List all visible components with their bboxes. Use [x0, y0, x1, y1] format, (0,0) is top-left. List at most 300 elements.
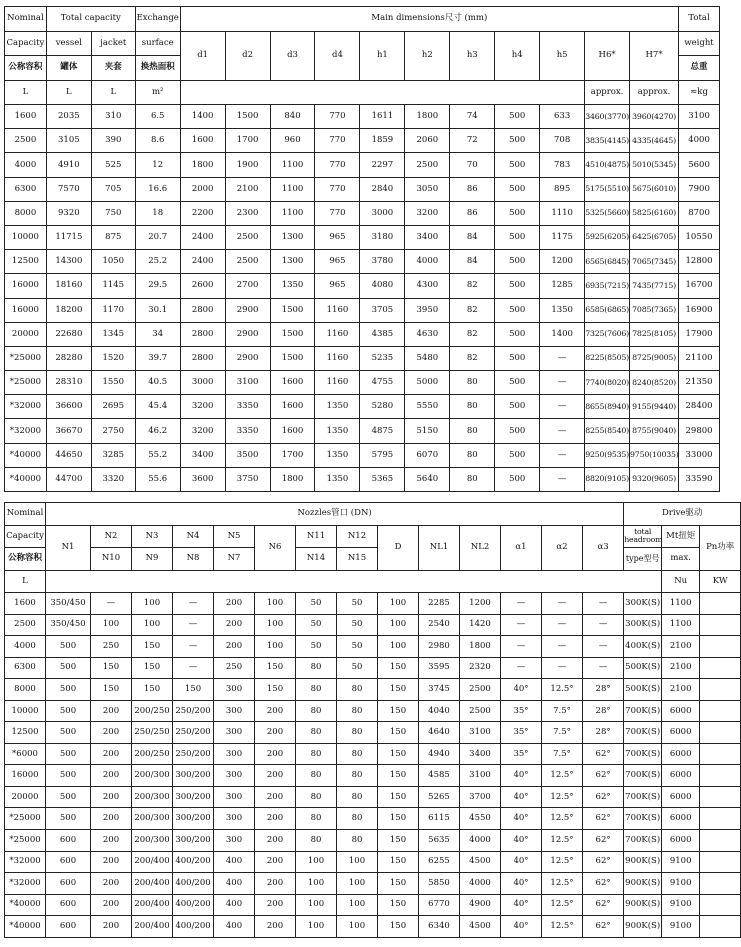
t1-cell: 1800: [180, 153, 225, 177]
t2-cell: *25000: [5, 808, 46, 830]
t2-cell: 150: [378, 873, 419, 895]
t2-cell: 4585: [419, 765, 460, 787]
t2-cell: 200: [91, 873, 132, 895]
t2-cell: 6000: [662, 700, 700, 722]
t1-cell: 44650: [46, 443, 91, 467]
t2-cell: 80: [296, 743, 337, 765]
t1-cell: 5235: [360, 346, 405, 370]
t2-cell: 28°: [583, 700, 624, 722]
t1-cell: 6.5: [135, 105, 180, 129]
t2-cell: 2500: [460, 679, 501, 701]
t2-cell: 700K(S): [624, 808, 662, 830]
t1-cell: 8725(9005): [630, 346, 679, 370]
t1-cell: 6425(6705): [630, 225, 679, 249]
table-row: [5, 830, 741, 852]
t2-cell: 200: [255, 916, 296, 938]
t2-cell: *32000: [5, 851, 46, 873]
t2-cell: 600: [46, 873, 91, 895]
t1-cell: 28310: [46, 371, 91, 395]
t2-cell: 5265: [419, 786, 460, 808]
t2-cell: 4940: [419, 743, 460, 765]
t1-col-h2: h2: [405, 31, 450, 80]
t2-cell: 150: [132, 679, 173, 701]
t2-cell: 250/200: [173, 743, 214, 765]
t2-empty-cell: [700, 894, 741, 916]
t2-cell: 200/250: [132, 743, 173, 765]
table-row: [5, 346, 720, 370]
t1-cell: 22680: [46, 322, 91, 346]
t2-cell: 6000: [662, 808, 700, 830]
t1-cell: 5795: [360, 443, 405, 467]
t2-cell: 600: [46, 916, 91, 938]
t1-cell: 2000: [180, 177, 225, 201]
t1-cell: 3350: [225, 419, 270, 443]
t1-cell: 1160: [315, 298, 360, 322]
t2-cell: 300: [214, 830, 255, 852]
t2-cell: 100: [337, 873, 378, 895]
t2-cell: 350/450: [46, 593, 91, 615]
t1-cell: 80: [450, 395, 495, 419]
t2-cell: 200: [255, 830, 296, 852]
t2-cell: 12500: [5, 722, 46, 744]
t2-cell: 1600: [5, 593, 46, 615]
t2-cell: 6770: [419, 894, 460, 916]
t1-cell: 8700: [679, 201, 720, 225]
t2-cell: 1100: [662, 614, 700, 636]
t1-cell: 500: [495, 443, 540, 467]
t1-col-h7: H7*: [630, 31, 679, 80]
t1-cell: 2500: [405, 153, 450, 177]
t1-cell: 9320(9605): [630, 467, 679, 491]
t1-cell: 1800: [270, 467, 315, 491]
t2-col-n3: N3: [132, 525, 173, 548]
t2-cell: 6000: [662, 830, 700, 852]
t2-cell: 300: [214, 808, 255, 830]
t1-cell: 1200: [540, 250, 585, 274]
t1-cell: 20000: [5, 322, 47, 346]
t1-cell: 1500: [270, 322, 315, 346]
t2-cell: 62°: [583, 743, 624, 765]
t2-cell: 150: [378, 851, 419, 873]
t2-cell: 500: [46, 786, 91, 808]
t2-cell: 200: [255, 700, 296, 722]
t2-cell: 40°: [501, 894, 542, 916]
t1-cell: 2800: [180, 298, 225, 322]
t2-cell: 200/400: [132, 916, 173, 938]
t1-cell: 1600: [180, 129, 225, 153]
t2-cell: 300K(S): [624, 614, 662, 636]
t1-cell: 500: [495, 322, 540, 346]
t1-cell: 500: [495, 105, 540, 129]
t2-cell: 62°: [583, 765, 624, 787]
t1-cell: 18: [135, 201, 180, 225]
table-row: [5, 894, 741, 916]
t2-cell: 200/300: [132, 786, 173, 808]
t2-cell: 62°: [583, 808, 624, 830]
t1-nominal-header: Nominal: [5, 7, 47, 32]
t1-cell: 1345: [91, 322, 135, 346]
t2-nozzles-header: Nozzles管口 (DN): [46, 503, 624, 526]
t2-cell: 200/250: [132, 700, 173, 722]
t2-cell: 300: [214, 786, 255, 808]
t1-cell: 770: [315, 105, 360, 129]
t1-cell: 7900: [679, 177, 720, 201]
t1-cell: 2500: [225, 250, 270, 274]
t2-col-a1: α1: [501, 525, 542, 570]
t1-cell: 1160: [315, 371, 360, 395]
t2-col-n15: N15: [337, 548, 378, 571]
t2-empty-cell: [700, 873, 741, 895]
t1-col-d4: d4: [315, 31, 360, 80]
t2-cell: 1100: [662, 593, 700, 615]
t2-cell: 100: [296, 873, 337, 895]
t1-cell: 7740(8020): [585, 371, 630, 395]
t1-cell: 1160: [315, 322, 360, 346]
t1-cell: 10550: [679, 225, 720, 249]
t2-cell: 400K(S): [624, 636, 662, 658]
t1-cell: 3350: [225, 395, 270, 419]
t1-cell: 70: [450, 153, 495, 177]
t1-cell: *32000: [5, 419, 47, 443]
t1-cell: 5280: [360, 395, 405, 419]
t2-empty-cell: [700, 830, 741, 852]
t2-unit-kw: KW: [700, 570, 741, 593]
t2-cell: 150: [378, 765, 419, 787]
t2-cell: 4550: [460, 808, 501, 830]
t1-cell: 1170: [91, 298, 135, 322]
t1-cell: 8820(9105): [585, 467, 630, 491]
t1-cell: 3000: [360, 201, 405, 225]
t2-cell: —: [173, 593, 214, 615]
t1-cell: 4510(4875): [585, 153, 630, 177]
t1-cell: 20.7: [135, 225, 180, 249]
t2-cell: 6000: [662, 722, 700, 744]
t1-cell: 1400: [540, 322, 585, 346]
t2-cell: 16000: [5, 765, 46, 787]
t1-cell: 310: [91, 105, 135, 129]
t1-cell: 2060: [405, 129, 450, 153]
t2-col-n9: N9: [132, 548, 173, 571]
t1-cell: 1350: [540, 298, 585, 322]
t1-unit-m2: m²: [135, 80, 180, 105]
t1-cell: 500: [495, 346, 540, 370]
t1-cell: 2500: [225, 225, 270, 249]
t2-cell: 500: [46, 679, 91, 701]
t2-cell: 200: [255, 808, 296, 830]
t1-cell: 55.2: [135, 443, 180, 467]
t2-cell: 80: [337, 830, 378, 852]
t2-cell: 12.5°: [542, 765, 583, 787]
t2-cell: 6340: [419, 916, 460, 938]
t2-cell: 50: [296, 614, 337, 636]
t2-cell: 12.5°: [542, 830, 583, 852]
t1-cell: 500: [495, 371, 540, 395]
t2-cell: 200/400: [132, 873, 173, 895]
t2-cell: 40°: [501, 679, 542, 701]
t1-cell: —: [540, 346, 585, 370]
t1-cell: 875: [91, 225, 135, 249]
t1-cell: 1700: [225, 129, 270, 153]
t1-cell: 4080: [360, 274, 405, 298]
table-row: [5, 153, 720, 177]
t1-cell: 5825(6160): [630, 201, 679, 225]
t2-cell: —: [501, 593, 542, 615]
t1-cell: 1160: [315, 346, 360, 370]
t1-cell: 29800: [679, 419, 720, 443]
t1-cell: 4875: [360, 419, 405, 443]
t2-cell: 500: [46, 808, 91, 830]
t1-cell: 1800: [405, 105, 450, 129]
t1-cell: 708: [540, 129, 585, 153]
t2-empty-cell: [700, 700, 741, 722]
t1-cell: 82: [450, 346, 495, 370]
table-row: [5, 657, 741, 679]
t1-cell: 6070: [405, 443, 450, 467]
t2-cell: 3100: [460, 765, 501, 787]
t2-cell: 700K(S): [624, 722, 662, 744]
t1-cell: 7085(7365): [630, 298, 679, 322]
nozzles-drive-table: [4, 502, 741, 938]
t1-cell: 36600: [46, 395, 91, 419]
t2-col-n7: N7: [214, 548, 255, 571]
t1-cell: 6585(6865): [585, 298, 630, 322]
t1-cell: 500: [495, 129, 540, 153]
t2-cell: —: [542, 657, 583, 679]
t2-empty-cell: [700, 657, 741, 679]
t2-cell: 250/200: [173, 722, 214, 744]
t2-cell: 200: [214, 614, 255, 636]
t1-cell: 9320: [46, 201, 91, 225]
t1-cell: 2900: [225, 322, 270, 346]
table-row: [5, 250, 720, 274]
t2-cell: 100: [296, 916, 337, 938]
t2-cell: 80: [296, 722, 337, 744]
t2-cell: 500: [46, 636, 91, 658]
t1-cell: *25000: [5, 346, 47, 370]
t1-cell: 55.6: [135, 467, 180, 491]
t2-cell: 200: [91, 851, 132, 873]
t1-surface-header: surface: [135, 31, 180, 56]
t2-cell: 150: [378, 657, 419, 679]
t1-cell: 4000: [405, 250, 450, 274]
t2-cell: —: [501, 614, 542, 636]
t2-cell: 80: [337, 743, 378, 765]
table-row: [5, 786, 741, 808]
t1-cell: 5365: [360, 467, 405, 491]
t1-nominal-cn: 公称容积: [5, 56, 47, 81]
t1-cell: 2297: [360, 153, 405, 177]
t2-cell: 400/200: [173, 851, 214, 873]
t1-cell: 18200: [46, 298, 91, 322]
t1-cell: 72: [450, 129, 495, 153]
t2-cell: —: [173, 657, 214, 679]
t2-cell: 150: [255, 679, 296, 701]
t1-cell: 2200: [180, 201, 225, 225]
t2-cell: 400: [214, 916, 255, 938]
t2-cell: 12.5°: [542, 894, 583, 916]
t1-cell: 390: [91, 129, 135, 153]
t1-cell: 840: [270, 105, 315, 129]
t2-cell: 50: [337, 636, 378, 658]
t2-cell: —: [501, 636, 542, 658]
t2-cell: *40000: [5, 916, 46, 938]
t2-cell: 4000: [460, 873, 501, 895]
t2-cell: 400: [214, 873, 255, 895]
t2-cell: 300: [214, 700, 255, 722]
t2-cell: 100: [378, 593, 419, 615]
t1-cell: 12800: [679, 250, 720, 274]
t2-cell: 200: [91, 830, 132, 852]
t2-cell: 400/200: [173, 894, 214, 916]
t1-cell: *32000: [5, 395, 47, 419]
t2-cell: 200: [255, 743, 296, 765]
t1-cell: 500: [495, 250, 540, 274]
t2-cell: 62°: [583, 916, 624, 938]
t1-cell: 6300: [5, 177, 47, 201]
t2-cell: 1420: [460, 614, 501, 636]
table-row: [5, 371, 720, 395]
t1-cell: 3600: [180, 467, 225, 491]
t1-cell: 2800: [180, 346, 225, 370]
t1-cell: 86: [450, 177, 495, 201]
t1-cell: 4910: [46, 153, 91, 177]
t2-empty-cell: [700, 614, 741, 636]
t1-cell: 1300: [270, 225, 315, 249]
t2-cell: 7.5°: [542, 722, 583, 744]
table-row: [5, 105, 720, 129]
t1-cell: 16.6: [135, 177, 180, 201]
t1-cell: 40.5: [135, 371, 180, 395]
t1-cell: 28400: [679, 395, 720, 419]
t2-cell: 80: [337, 679, 378, 701]
t1-cell: —: [540, 371, 585, 395]
t1-cell: 33590: [679, 467, 720, 491]
table-row: [5, 614, 741, 636]
t1-cell: 2700: [225, 274, 270, 298]
t1-cell: 1300: [270, 250, 315, 274]
t2-cell: 300/200: [173, 786, 214, 808]
t2-cell: 50: [337, 614, 378, 636]
t1-cell: 525: [91, 153, 135, 177]
t1-cell: 3960(4270): [630, 105, 679, 129]
t2-cell: 7.5°: [542, 743, 583, 765]
t1-cell: 9155(9440): [630, 395, 679, 419]
t2-cell: —: [583, 593, 624, 615]
t1-cell: 1600: [5, 105, 47, 129]
t2-cell: 35°: [501, 722, 542, 744]
t2-cell: 200: [91, 808, 132, 830]
t2-cell: 200: [91, 786, 132, 808]
t1-cell: 5925(6205): [585, 225, 630, 249]
t1-cell: 4385: [360, 322, 405, 346]
t2-cell: 35°: [501, 743, 542, 765]
t2-cell: 80: [296, 786, 337, 808]
t1-cell: 770: [315, 201, 360, 225]
t2-cell: 62°: [583, 894, 624, 916]
t1-cell: 770: [315, 129, 360, 153]
t2-cell: 40°: [501, 765, 542, 787]
t1-cell: 34: [135, 322, 180, 346]
t1-weight-header: weight: [679, 31, 720, 56]
t1-col-h5: h5: [540, 31, 585, 80]
t2-cell: 12.5°: [542, 873, 583, 895]
t2-cell: 150: [132, 636, 173, 658]
t1-vessel-header: vessel: [46, 31, 91, 56]
t1-cell: 3320: [91, 467, 135, 491]
t1-cell: 2600: [180, 274, 225, 298]
t1-col-d2: d2: [225, 31, 270, 80]
t1-cell: 12500: [5, 250, 47, 274]
t2-cell: 250/250: [132, 722, 173, 744]
t2-col-n1: N1: [46, 525, 91, 570]
t2-col-n2: N2: [91, 525, 132, 548]
t1-cell: 3400: [180, 443, 225, 467]
t2-cell: —: [583, 636, 624, 658]
t2-cell: 80: [296, 679, 337, 701]
t1-cell: 1859: [360, 129, 405, 153]
t1-cell: 7825(8105): [630, 322, 679, 346]
t2-cell: 300: [214, 743, 255, 765]
t2-cell: 250: [91, 636, 132, 658]
t2-empty-cell: [700, 722, 741, 744]
t1-total-capacity-header: Total capacity: [46, 7, 135, 32]
t2-cell: 4500: [460, 851, 501, 873]
t1-cell: 80: [450, 467, 495, 491]
t1-cell: 6935(7215): [585, 274, 630, 298]
table-row: [5, 129, 720, 153]
t2-empty-cell: [700, 679, 741, 701]
t1-cell: 3460(3770): [585, 105, 630, 129]
t1-cell: 1145: [91, 274, 135, 298]
t1-header: [5, 7, 720, 105]
t1-cell: 3105: [46, 129, 91, 153]
t1-approx-h6: approx.: [585, 80, 630, 105]
t1-cell: —: [540, 443, 585, 467]
t2-cell: 2100: [662, 636, 700, 658]
t2-cell: 100: [255, 636, 296, 658]
t2-cell: 80: [337, 765, 378, 787]
t2-col-nl2: NL2: [460, 525, 501, 570]
t1-cell: 14300: [46, 250, 91, 274]
t2-cell: 200: [91, 894, 132, 916]
t2-cell: 80: [296, 808, 337, 830]
t1-cell: 5325(5660): [585, 201, 630, 225]
t1-cell: 770: [315, 153, 360, 177]
t2-cell: 200: [214, 593, 255, 615]
t2-cell: 200/400: [132, 894, 173, 916]
t2-cell: 3700: [460, 786, 501, 808]
t2-cell: 500: [46, 657, 91, 679]
t2-cell: 3595: [419, 657, 460, 679]
t2-mt-header: Mt扭矩: [662, 525, 700, 548]
t2-cell: —: [542, 614, 583, 636]
t1-cell: 29.5: [135, 274, 180, 298]
t2-empty-cell: [700, 765, 741, 787]
t2-cell: —: [542, 593, 583, 615]
t2-cell: 600: [46, 851, 91, 873]
t2-cell: —: [542, 636, 583, 658]
t2-cell: 80: [337, 700, 378, 722]
t2-cell: 200/300: [132, 808, 173, 830]
table-row: [5, 743, 741, 765]
table-row: [5, 873, 741, 895]
t2-cell: 80: [296, 765, 337, 787]
t2-cell: 2500: [5, 614, 46, 636]
t1-cell: 965: [315, 250, 360, 274]
t2-cell: —: [501, 657, 542, 679]
t1-cell: 3400: [405, 225, 450, 249]
t1-unit-l-nominal: L: [5, 80, 47, 105]
